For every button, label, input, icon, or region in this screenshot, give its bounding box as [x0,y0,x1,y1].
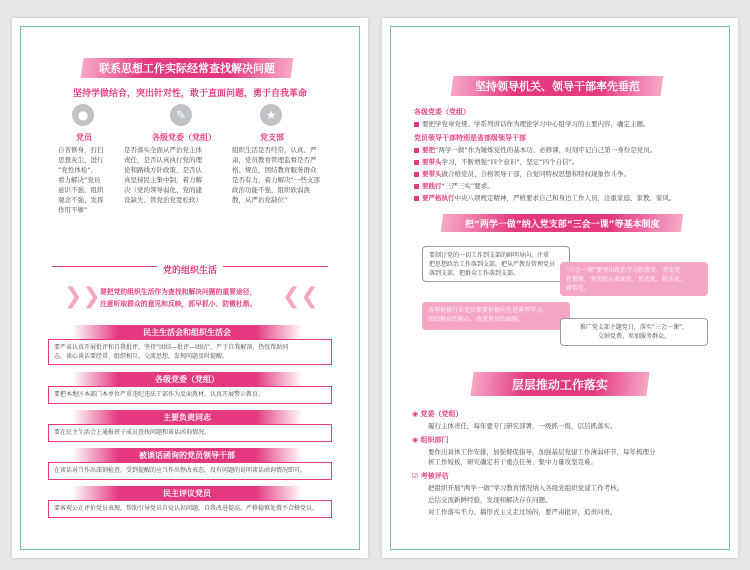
bullet: 要严格执行中央八项规定精神，严格要求自己和身边工作人员，注重家庭、家教、家风。 [414,194,676,203]
bubble-2: “三会一课”要突出政治学习和教育，突出党 性锻炼，坚决防止表面化、形式化、娱乐化、 庸俗化。 [560,262,708,296]
group-line: 把组织开展“两学一做”学习教育情况纳入各级党组织党建工作考核。 [428,484,624,492]
item-box: 在谈话对当作出深刻检查，受到提醒的应当作出整改表态，没有问题的说明谈话函询情况即可。 [48,462,332,480]
item-title: 被谈话函询的党员领导干部 [72,448,302,462]
column-title: 各级党委（党组） [152,133,216,142]
column-text: 是否落实全面从严治党主体 责任，是否认真执行党的理 论和路线方针政策，是否认 真坚持民主集中制，着力解 决（党的领导弱化、党的建 设缺失、管党治党宽松软） [124,146,202,204]
banner-three [470,372,649,396]
member-icon: ● [72,104,94,126]
checkbox-icon: ☑ [412,472,421,480]
chevron-left-icon: ❯❯ [64,284,101,309]
section-title-wrap [12,258,368,277]
org-icon: ◉ [412,436,421,444]
branch-icon: ★ [260,104,282,126]
right-page [382,18,738,558]
bullet: 要带头学习，不断增强“四个意识”，坚定“四个自信”。 [414,158,578,167]
party-icon: ◉ [412,410,421,418]
party-line: 要把学党章党规、学系列讲话作为理论学习中心组学习的主要内容，确定主题。 [414,120,650,129]
right-header-banner [451,76,664,96]
leader-label: 党员领导干部特别是省部级领导干部 [414,134,526,142]
banner-two-title: 把“两学一做”纳入党支部“三会一课”等基本制度 [464,219,660,230]
left-page [12,18,368,558]
group-label: ◉ 组织部门 [412,436,449,444]
bubble-1: 要制订党的一切工作到支部的鲜明导向，注重 把思想政治工作落到支部，把从严教育管理党员 落到支部，把群众工作落到支部。 [422,246,570,282]
group-line: 对工作落实不力、搞形式主义走过场的，要严肃批评，追责问责。 [428,508,617,516]
bubble-3: 各项规格行业党员都要积极向先进典型学习， 团结群众的核心，改变党员的面貌。 [422,302,570,330]
handshake-icon: ✎ [170,104,192,126]
section-intro: 要把党的组织生活作为查找和解决问题的重要途径， 注意听取群众的意见和反映，抓早抓小、防微杜渐。 [100,288,257,308]
column-title: 党员 [76,133,92,142]
item-box: 要在民主生活会上通报班子成员查找问题和谈话函询情况。 [48,424,332,442]
item-box: 要严肃认真开展批评和自我批评，坚持“团结—批评—团结”，严于自我解剖，热忱帮助同 志，谈心谈话要经常，组织相互，交流思想，发现问题及时提醒。 [48,339,332,365]
right-header-title: 坚持领导机关、领导干部率先垂范 [474,80,640,93]
column-text: 自省修身，打扫 思想灰尘，进行 “党性体检”， 看力解决“党员 意识不强、组织 观念不强、发挥 作用不够” [58,146,104,214]
banner-two [441,214,684,232]
banner-three-title: 层层推动工作落实 [511,377,608,392]
bullet: 要把“两学一做”作为锤炼党性的基本功、必修课，时刻牢记自己第一身份是党员。 [414,146,656,155]
left-header-title: 联系思想工作实际经常查找解决问题 [99,62,275,75]
left-subtitle: 坚持学做结合，突出针对性，敢于直面问题，勇于自我革命 [72,89,307,99]
item-title: 各级党委（党组） [72,372,302,386]
left-header-banner [81,58,294,78]
item-box: 要把本地区本部门本单位严重违纪违法干部作为反面教材，认真开展警示教育。 [48,386,332,404]
group-line: 析工作短板，研究确定若干重点任务，集中力量攻坚克难。 [428,458,597,466]
item-box: 要客观公正评价党员表现，帮助引导党员自觉认识问题，自我改进提高，严格稳慎处置不合格党员。 [48,500,332,518]
item-title: 主要负责同志 [72,410,302,424]
column-title: 党支部 [260,133,284,142]
chevron-right-icon: ❮❮ [282,284,319,309]
party-label: 各级党委（党组） [414,108,470,116]
item-title: 民主评议党员 [72,486,302,500]
section-title: 党的组织生活 [157,266,223,276]
group-line: 要作出具体工作安排，加强督促指导，加强基层党建工作薄弱环节，每年梳理分 [428,448,656,456]
group-line: 总结交流新鲜经验，发现和解决存在问题。 [428,496,552,504]
bullet: 要践行“三严三实”要求。 [414,182,494,191]
group-label: ◉ 党委（党组） [412,410,463,418]
group-label: ☑ 考核评估 [412,472,449,480]
column-text: 组织生活是否经常，认真、严 肃，党员教育管理监督是否严 格、规范，团结教育服务群众 是否有力，着力解决“一些支部 政治功能不强，组织软弱涣 散，从严治党缺位” [232,146,320,204]
bubble-4: 推广党支部主题党日，落实“三会一课”， 交纳党费，参加服务群众。 [560,318,708,346]
group-line: 履行主体责任，每年要专门研究部署，一级抓一级，层层抓落实。 [428,422,617,430]
bullet: 要带头做合格党员、合格领导干部，自觉同特权思想和特权现象作斗争。 [414,170,630,179]
item-title: 民主生活会和组织生活会 [72,325,302,339]
